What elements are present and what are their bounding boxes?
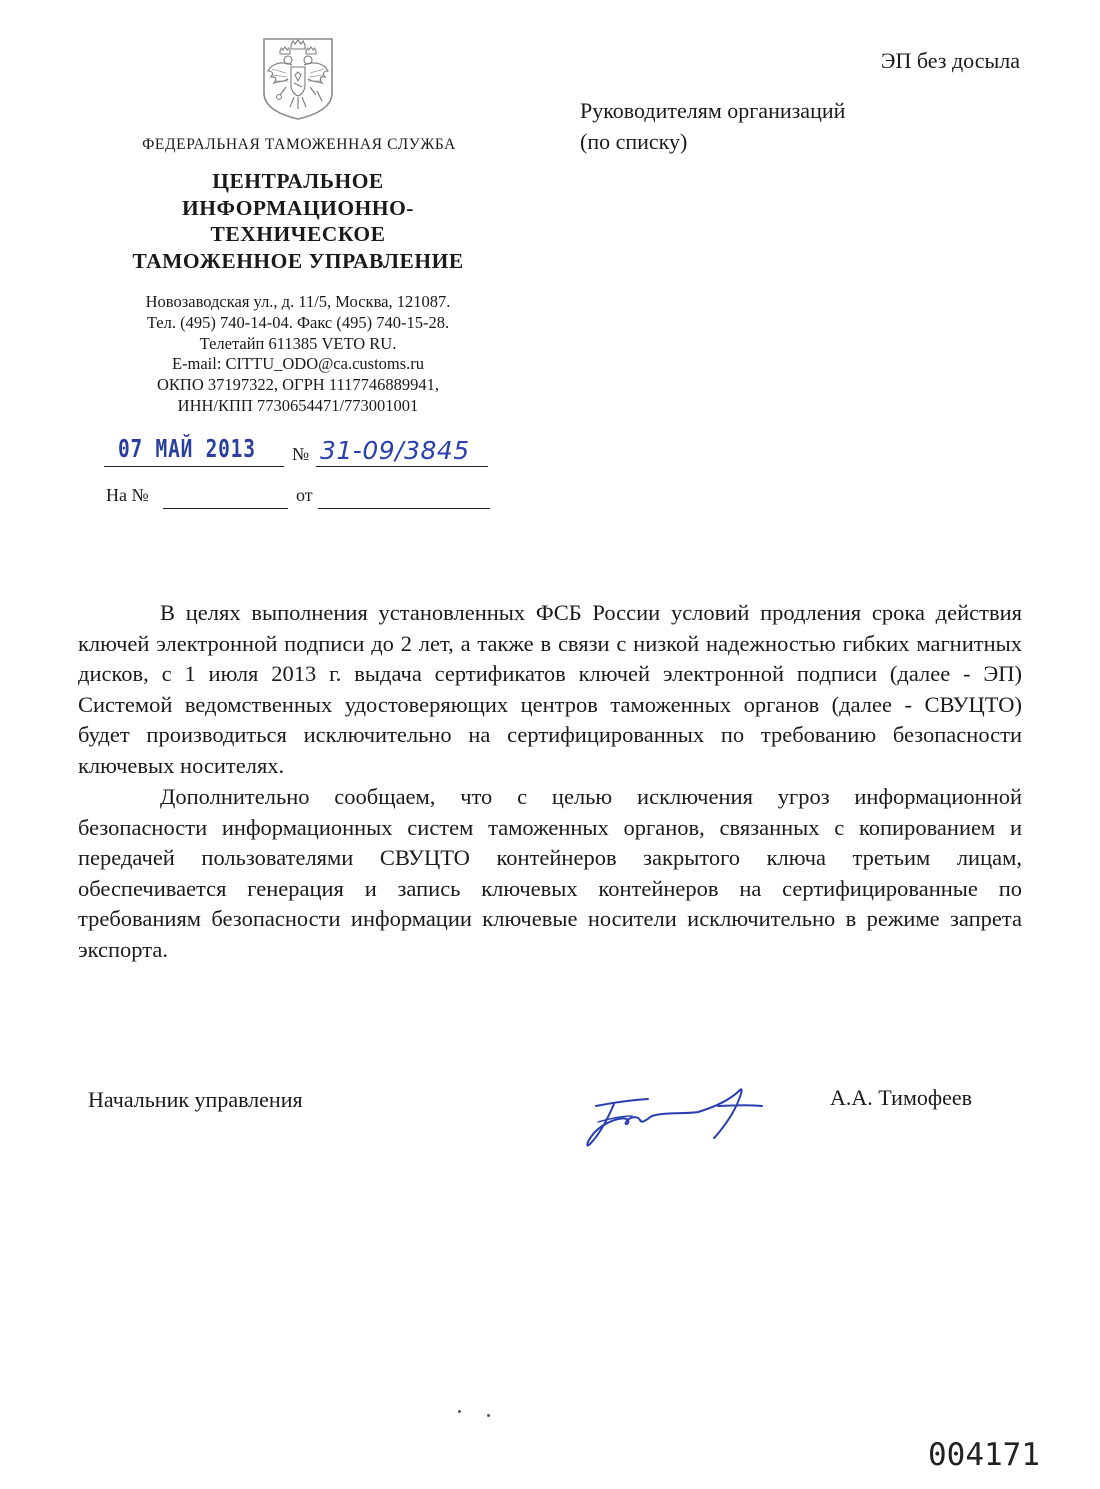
service-name: ФЕДЕРАЛЬНАЯ ТАМОЖЕННАЯ СЛУЖБА bbox=[142, 136, 456, 153]
date-stamp: 07 МАЙ 2013 bbox=[118, 434, 256, 463]
handwritten-signature-icon bbox=[568, 1076, 768, 1156]
delivery-mark: ЭП без досыла bbox=[880, 48, 1020, 73]
organization-name-line: ЦЕНТРАЛЬНОЕ bbox=[212, 169, 384, 193]
scan-speck bbox=[458, 1410, 461, 1413]
outgoing-number: 31-09/3845 bbox=[320, 436, 470, 465]
reply-to-label: На № bbox=[106, 485, 149, 505]
organization-name-line: ИНФОРМАЦИОННО- bbox=[182, 195, 414, 220]
addressee bbox=[580, 95, 845, 157]
organization-name-line: ТАМОЖЕННОЕ УПРАВЛЕНИЕ bbox=[132, 248, 464, 273]
inn-kpp-line: ИНН/КПП 7730654471/773001001 bbox=[177, 395, 419, 415]
email-line: E-mail: CITTU_ODO@ca.customs.ru bbox=[171, 354, 425, 374]
addressee-line: Руководителям организаций bbox=[580, 98, 846, 123]
okpo-ogrn-line: ОКПО 37197322, ОГРН 1117746889941, bbox=[157, 375, 439, 395]
phone-fax-line: Тел. (495) 740-14-04. Факс (495) 740-15-28. bbox=[146, 312, 450, 332]
teletype-line: Телетайп 611385 VETO RU. bbox=[199, 333, 397, 353]
addressee-line: (по списку) bbox=[580, 129, 688, 154]
body-paragraph: Дополнительно сообщаем, что с целью исключения угроз информационной безопасности информационных систем таможенных органов, связанных с копированием и передачей пользователями СВУЦТО контейнеров закрытого ключа третьим лицам, обеспечивается генерация и запись ключевых контейнеров на сертифицированные по требованиям безопасности информации ключевые носители исключительно в режиме запрета экспорта. bbox=[78, 784, 1022, 962]
body-paragraph: В целях выполнения установленных ФСБ России условий продления срока действия ключей электронной подписи до 2 лет, а также в связи с низкой надежностью гибких магнитных дисков, с 1 июля 2013 г. выдача сертификатов ключей электронной подписи (далее - ЭП) Системой ведомственных удостоверяющих центров таможенных органов (далее - СВУЦТО) будет производиться исключительно на сертифицированных по требованию безопасности ключевых носителях. bbox=[78, 600, 1022, 778]
organization-name bbox=[100, 168, 496, 274]
russian-eagle-emblem-icon bbox=[258, 35, 338, 121]
organization-name-line: ТЕХНИЧЕСКОЕ bbox=[210, 222, 386, 246]
letter-body bbox=[78, 598, 1022, 965]
contact-details bbox=[100, 292, 496, 417]
number-label: № bbox=[292, 444, 310, 464]
reply-to-underline bbox=[163, 484, 288, 509]
signatory-name: А.А. Тимофеев bbox=[830, 1085, 973, 1110]
signatory-title: Начальник управления bbox=[88, 1087, 303, 1112]
address-line: Новозаводская ул., д. 11/5, Москва, 121087. bbox=[145, 292, 451, 311]
reply-from-underline bbox=[318, 484, 490, 509]
scan-speck bbox=[487, 1414, 490, 1417]
serial-number: 004171 bbox=[928, 1437, 1040, 1473]
reply-from-label: от bbox=[296, 485, 313, 505]
